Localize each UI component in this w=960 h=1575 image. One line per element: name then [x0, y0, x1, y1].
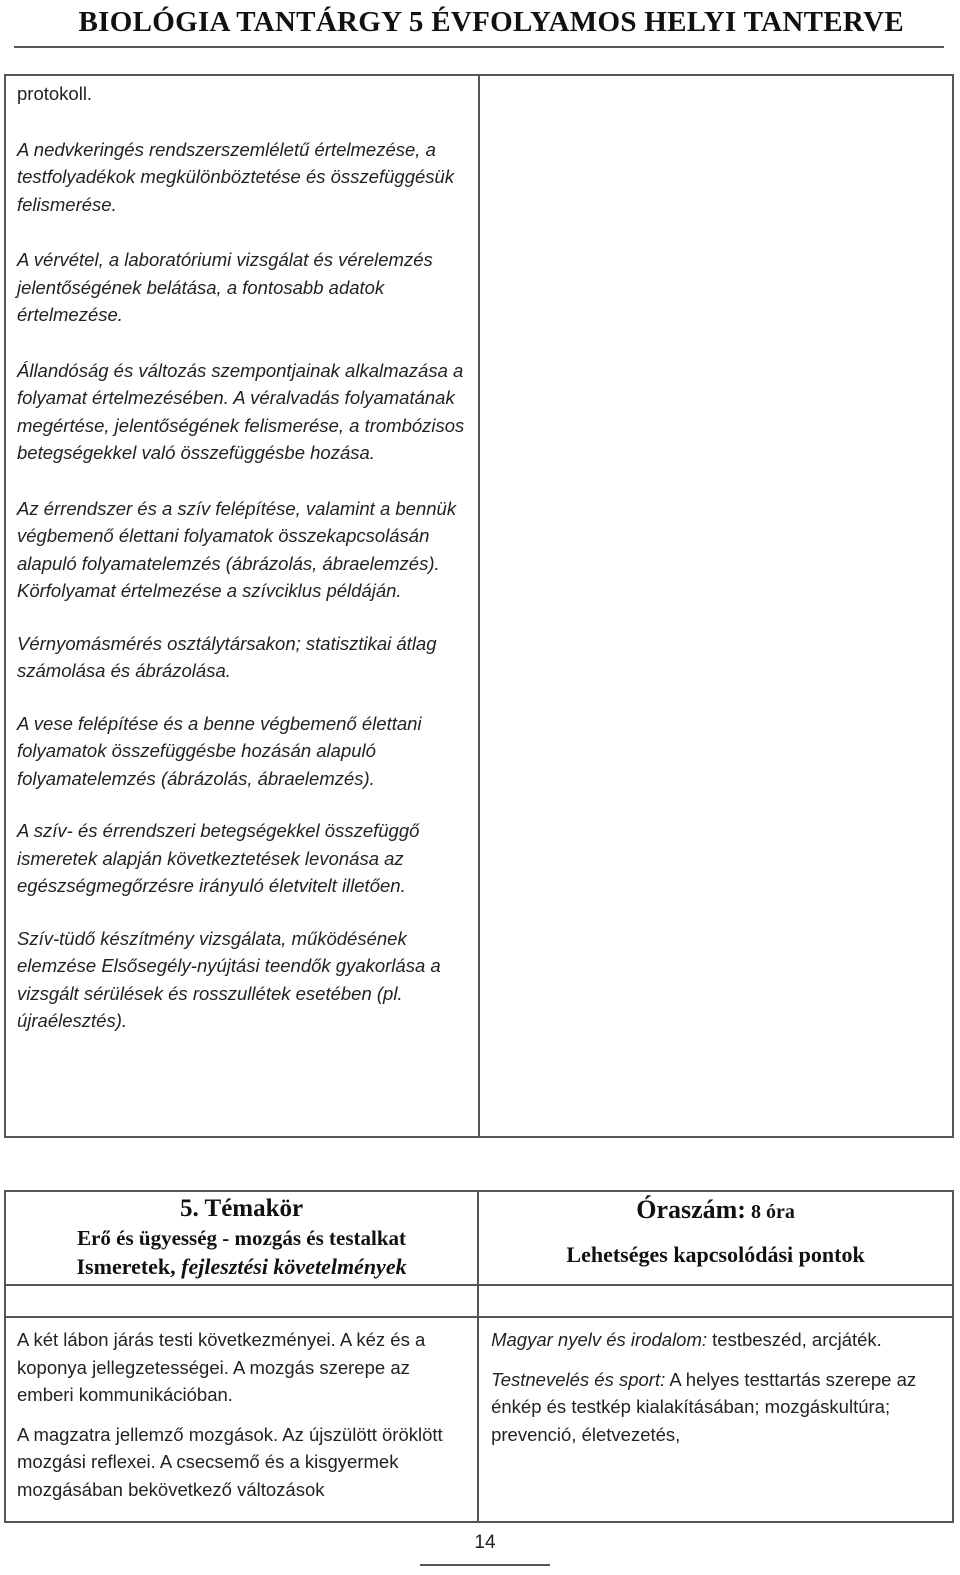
paragraph-protocol: protokoll. [17, 83, 93, 104]
paragraph-bipedalism: A két lábon járás testi következményei. A kéz és a koponya jellegzetességei. A mozgás szerepe az emberi kommunikációban. [17, 1329, 426, 1405]
hours-value: 8 óra [745, 1201, 795, 1223]
knowledge-label: Ismeretek, [76, 1254, 182, 1279]
competency-table-continued [4, 74, 954, 1138]
document-title: BIOLÓGIA TANTÁRGY 5 ÉVFOLYAMOS HELYI TANTERVE [78, 6, 904, 38]
paragraph-cardio-disease: A szív- és érrendszeri betegségekkel összefüggő ismeretek alapján következtetések levonása az egészségmegőrzésre irányuló életvitelt illetően. [17, 820, 420, 896]
connection-pe-text: A helyes testtartás szerepe az énkép és testkép kialakításában; mozgáskultúra; prevenció, életvezetés, [491, 1368, 917, 1445]
topic-header-cell [5, 1191, 478, 1285]
paragraph-blood-test: A vérvétel, a laboratóriumi vizsgálat és vérelemzés jelentőségének belátása, a fontosabb adatok értelmezése. [17, 249, 433, 325]
paragraph-fetal-movement: A magzatra jellemző mozgások. Az újszülött öröklött mozgási reflexei. A csecsemő és a kisgyermek mozgásában bekövetkező változások [17, 1423, 443, 1500]
paragraph-blood-pressure: Vérnyomásmérés osztálytársakon; statisztikai átlag számolása és ábrázolása. [17, 632, 437, 681]
connection-literature-subject: Magyar nyelv és irodalom: [491, 1329, 708, 1350]
topic-number: 5. Témakör [179, 1195, 304, 1222]
paragraph-first-aid: Szív-tüdő készítmény vizsgálata, működésének elemzése Elsősegély-nyújtási teendők gyakorlása a vizsgált sérülések és rosszullétek esetében (pl. újraélesztés). [17, 927, 441, 1031]
connection-pe-subject: Testnevelés és sport: [491, 1368, 666, 1390]
connections-cell-empty [479, 75, 953, 1137]
paragraph-clotting: Állandóság és változás szempontjainak alkalmazása a folyamat értelmezésében. A véralvadás folyamatának megértése, jelentőségének felismerése, a trombózisos betegségekkel való összefüggésbe hozása. [17, 359, 465, 463]
competencies-cell [5, 75, 479, 1137]
connection-pe [491, 1366, 944, 1449]
connections-body-cell [478, 1317, 953, 1522]
connections-column-header: Lehetséges kapcsolódási pontok [566, 1242, 865, 1267]
hours-header-cell [478, 1191, 953, 1285]
knowledge-column-header [6, 1252, 477, 1282]
paragraph-kidney: A vese felépítése és a benne végbemenő élettani folyamatok összefüggésbe hozásán alapuló folyamatelemzés (ábrázolás, ábraelemzés). [17, 712, 422, 789]
paragraph-circulation: A nedvkeringés rendszerszemléletű értelmezése, a testfolyadékok megkülönböztetése és összefüggésük felismerése. [17, 138, 455, 215]
connection-literature-text: testbeszéd, arcjáték. [707, 1329, 882, 1350]
spacer-cell-right [478, 1285, 953, 1317]
knowledge-body-cell [5, 1317, 478, 1522]
footer-rule [420, 1564, 550, 1566]
paragraph-heart-structure: Az érrendszer és a szív felépítése, valamint a bennük végbemenő élettani folyamatok összekapcsolásán alapuló folyamatelemzés (ábrázolás, ábraelemzés). Körfolyamat értelmezése a szívciklus példáján. [17, 497, 457, 601]
spacer-cell-left [5, 1285, 478, 1317]
hours-line [479, 1194, 952, 1228]
spacer-row [5, 1285, 953, 1317]
connection-literature [491, 1326, 944, 1354]
requirements-label: fejlesztési követelmények [181, 1254, 407, 1279]
hours-label: Óraszám: [636, 1195, 746, 1224]
topic-5-table [4, 1190, 954, 1523]
page-header [14, 4, 944, 48]
topic-title: Erő és ügyesség - mozgás és testalkat [77, 1226, 407, 1250]
page-number: 14 [474, 1532, 496, 1553]
